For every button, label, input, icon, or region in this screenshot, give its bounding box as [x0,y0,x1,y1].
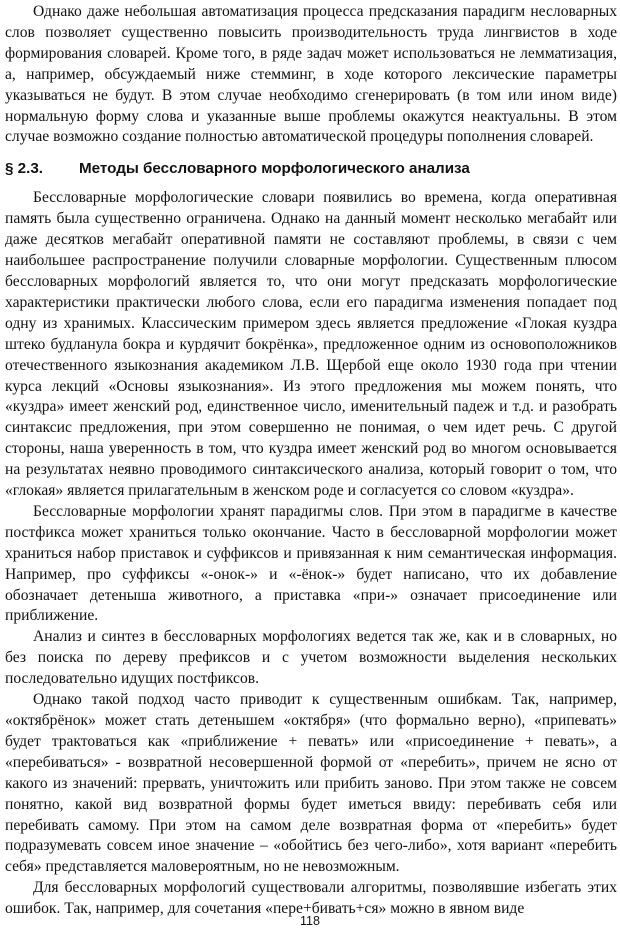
paragraph-5: Для бессловарных морфологий существовали алгоритмы, позволявшие избегать этих ошибок. Так, например, для сочетания «пере+бивать+ся» можно в явном виде [5,879,617,918]
paragraph-intro: Однако даже небольшая автоматизация процесса предсказания парадигм несловарных слов позволяет существенно повысить производительность труда лингвистов в ходе формирования словарей. Кроме того, в ряде задач может использоваться не лемматизация, а, например, обсуждаемый ниже стемминг, в ходе которого лексические параметры указываться не будут. В этом случае необходимо сгенерировать (в том или ином виде) нормальную форму слова и указанные выше проблемы окажутся неактуальны. В этом случае возможно создание полностью автоматической процедуры пополнения словарей. [5,3,617,146]
paragraph-3: Анализ и синтез в бессловарных морфологиях ведется так же, как и в словарных, но без поиска по дереву префиксов и с учетом возможности выделения нескольких последовательно идущих постфиксов. [5,628,617,688]
paragraph-2: Бессловарные морфологии хранят парадигмы слов. При этом в парадигме в качестве постфикса может храниться только окончание. Часто в бессловарной морфологии может храниться набор приставок и суффиксов и привязанная к ним семантическая информация. Например, про суффиксы «-онок-» и «-ёнок-» будет написано, что их добавление обозначает детеныша животного, а приставка «при-» означает присоединение или приближение. [5,502,617,625]
paragraph-4: Однако такой подход часто приводит к существенным ошибкам. Так, например, «октябрёнок» может стать детенышем «октября» (что формально верно), «припевать» будет трактоваться как «приближение + певать» или «присоединение + певать», а «перебиваться» - возвратной несовершенной формой от «перебить», причем не ясно от какого из значений: прервать, уничтожить или прибить заново. При этом также не совсем понятно, какой вид возвратной формы будет иметься ввиду: перебивать себя или перебивать самому. При этом на самом деле возвратная форма от «перебить» будет подразумевать совсем иное значение – «обойтись без чего-либо», хотя вариант «перебить себя» представляется маловероятным, но не невозможным. [5,691,617,876]
paragraph-1: Бессловарные морфологические словари появились во времена, когда оперативная память была существенно ограничена. Однако на данный момент несколько мегабайт или даже десятков мегабайт оперативной памяти не составляют проблемы, в связи с чем наибольшее распространение получили словарные морфологии. Существенным плюсом бессловарных морфологий является то, что они могут предсказать морфологические характеристики практически любого слова, если его парадигма изменения попадает под одну из хранимых. Классическим примером здесь является предложение «Глокая куздра штеко будланула бокра и курдячит бокрёнка», предложенное одним из основоположников отечественного языкознания академиком Л.В. Щербой еще около 1930 года при чтении курса лекций «Основы языкознания». Из этого предложения мы можем понять, что «куздра» имеет женский род, единственное число, именительный падеж и т.д. и разобрать синтаксис предложения, при этом совершенно не понимая, о чем идет речь. С другой стороны, наша уверенность в том, что куздра имеет женский род во многом основывается на результатах неявно проводимого синтаксического анализа, который говорит о том, что «глокая» является прилагательным в женском роде и согласуется со словом «куздра». [5,189,617,500]
section-heading [5,159,617,179]
page-body [5,2,617,920]
page-number: 118 [300,914,320,928]
section-title: Методы бессловарного морфологического анализа [79,160,470,178]
section-number: § 2.3. [5,160,43,178]
